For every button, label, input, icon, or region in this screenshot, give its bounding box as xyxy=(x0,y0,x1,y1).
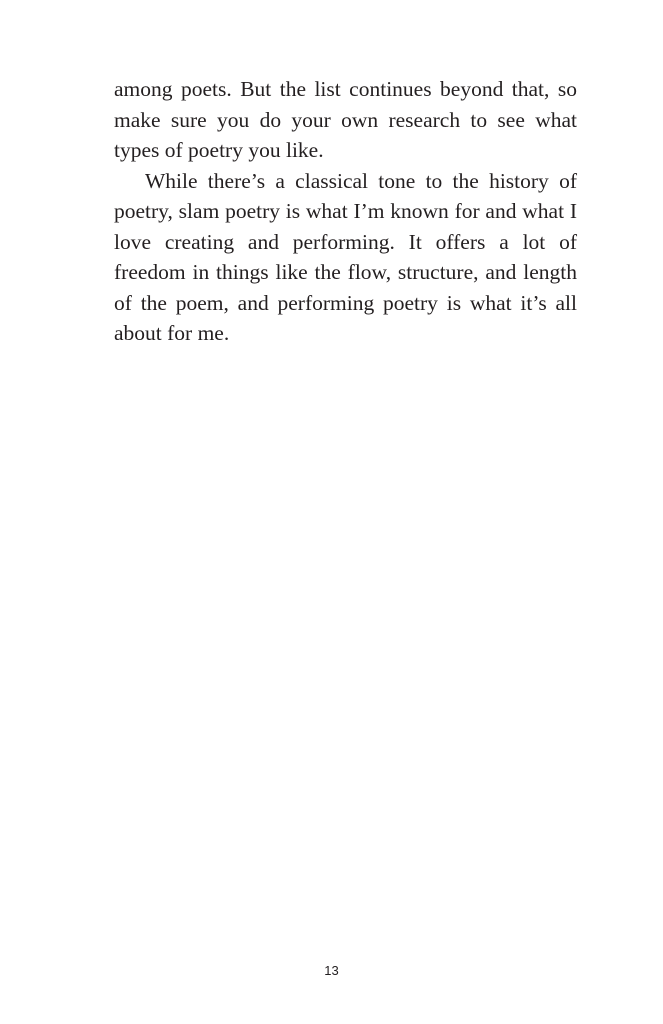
paragraph-continued: among poets. But the list continues beyond that, so make sure you do your own research to see what types of poetry you like. xyxy=(114,77,577,162)
body-text xyxy=(114,74,577,349)
page-number: 13 xyxy=(324,963,339,978)
paragraph-slam-poetry: While there’s a classical tone to the history of poetry, slam poetry is what I’m known for and what I love creating and performing. It offers a lot of freedom in things like the flow, structure, and length of the poem, and performing poetry is what it’s all about for me. xyxy=(114,168,577,345)
